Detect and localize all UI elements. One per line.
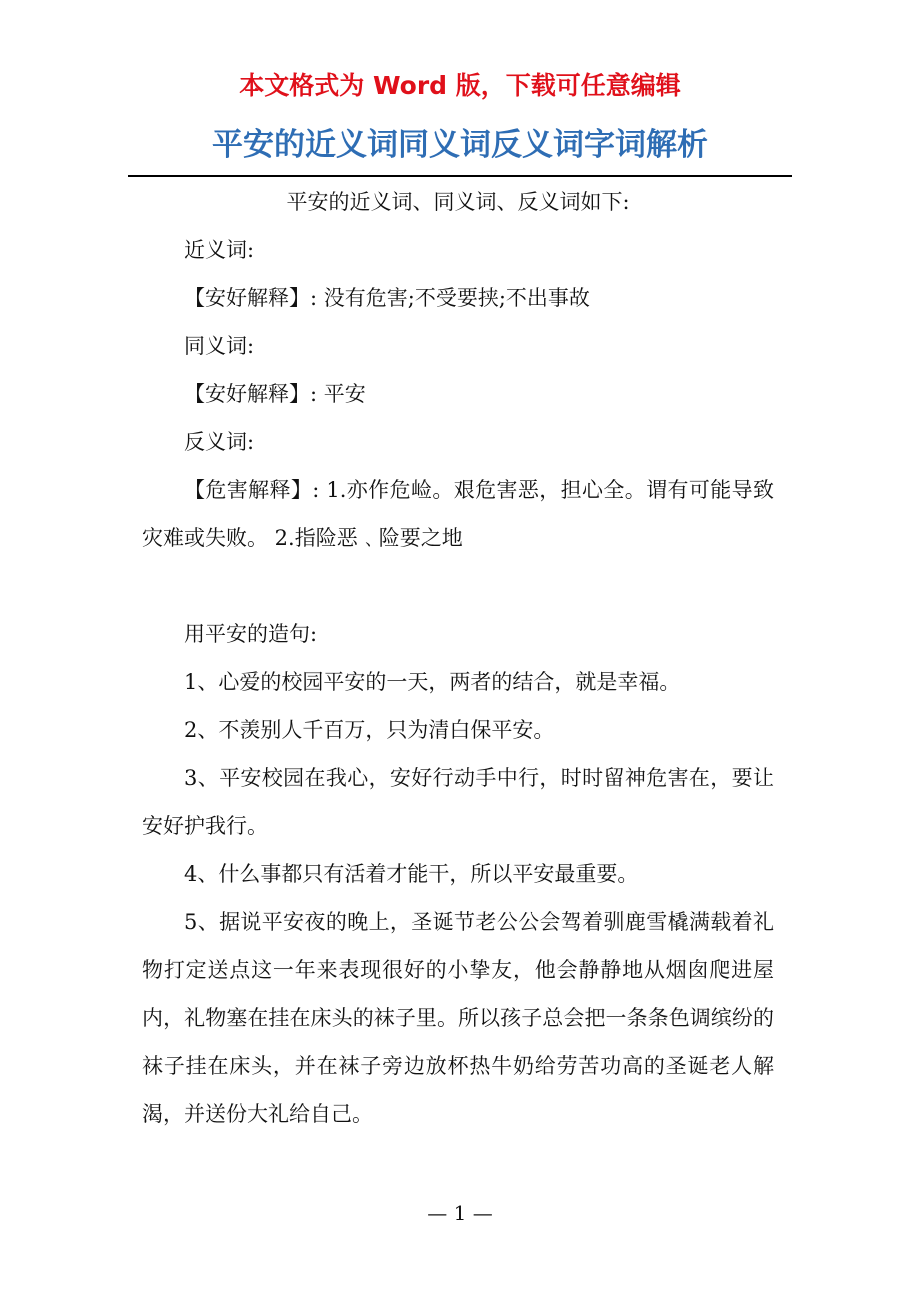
example-sentence-2: 2、不羡别人千百万，只为清白保平安。	[184, 718, 555, 742]
example-sentence-3: 3、平安校园在我心，安好行动手中行，时时留神危害在，要让安好护我行。	[142, 766, 774, 838]
example-sentences-label: 用平安的造句:	[184, 622, 318, 646]
document-body	[142, 178, 774, 1138]
document-title: 平安的近义词同义词反义词字词解析	[212, 127, 708, 163]
antonym-entry: 【危害解释】: 1.亦作危崄。艰危害恶，担心全。谓有可能导致灾难或失败。 2.指险恶﹑险要之地	[142, 478, 774, 550]
near-synonym-entry: 【安好解释】: 没有危害;不受要挟;不出事故	[184, 286, 590, 310]
title-divider	[128, 175, 792, 177]
synonym-label: 同义词:	[184, 334, 255, 358]
page-number: — 1 —	[427, 1201, 493, 1225]
format-notice-banner: 本文格式为 Word 版，下载可任意编辑	[239, 71, 681, 100]
antonym-label: 反义词:	[184, 430, 255, 454]
intro-paragraph: 平安的近义词、同义词、反义词如下:	[286, 190, 630, 214]
synonym-entry: 【安好解释】: 平安	[184, 382, 366, 406]
example-sentence-5: 5、据说平安夜的晚上，圣诞节老公公会驾着驯鹿雪橇满载着礼物打定送点这一年来表现很好的小挚友，他会静静地从烟囱爬进屋内，礼物塞在挂在床头的袜子里。所以孩子总会把一条条色调缤纷的袜子挂在床头，并在袜子旁边放杯热牛奶给劳苦功高的圣诞老人解渴，并送份大礼给自己。	[142, 910, 774, 1126]
example-sentence-4: 4、什么事都只有活着才能干，所以平安最重要。	[184, 862, 639, 886]
example-sentence-1: 1、心爱的校园平安的一天，两者的结合，就是幸福。	[184, 670, 681, 694]
near-synonym-label: 近义词:	[184, 238, 255, 262]
paragraph-spacer	[142, 562, 774, 610]
